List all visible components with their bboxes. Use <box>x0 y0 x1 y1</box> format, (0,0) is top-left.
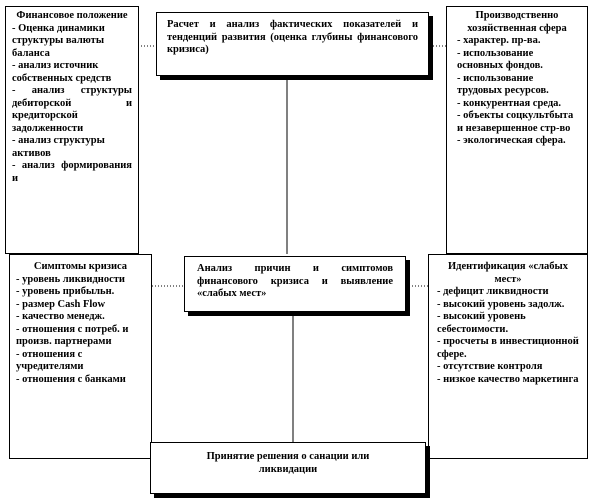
weak-points-title: Идентификация «слабых мест» <box>447 261 568 285</box>
financial-item: - Оценка динамики структуры валюты баланса <box>12 22 105 59</box>
symptom-item: - уровень прибыльн. <box>16 286 115 297</box>
crisis-analysis-box <box>184 256 406 312</box>
weak-point-item: - отсутствие контроля <box>437 361 543 372</box>
calculation-box <box>156 12 429 76</box>
weak-point-item: - просчеты в инвестиционной сфере. <box>437 336 579 360</box>
production-item: - конкурентная среда. <box>457 97 562 109</box>
production-sphere-box <box>446 6 588 254</box>
production-sphere-title: Производственно хозяйственная сфера <box>467 10 567 34</box>
financial-item: - анализ формирования и <box>12 160 132 184</box>
symptom-item: - уровень ликвидности <box>16 273 125 285</box>
crisis-symptoms-box <box>9 254 152 459</box>
production-item: - экологическая сфера. <box>457 135 566 146</box>
symptom-item: - отношения с учредителями <box>16 348 84 372</box>
crisis-symptoms-title: Симптомы кризиса <box>33 261 128 272</box>
decision-box <box>150 442 426 494</box>
crisis-analysis-text: Анализ причин и симптомов финансового кризиса и выявление «слабых мест» <box>197 263 393 299</box>
calculation-text: Расчет и анализ фактических показателей и тенденций развития (оценка глубины финансового кризиса) <box>167 19 418 55</box>
financial-item: - анализ структуры активов <box>12 135 105 159</box>
weak-point-item: - дефицит ликвидности <box>437 286 549 297</box>
production-item: - характер. пр-ва. <box>457 35 541 46</box>
production-item: - использование основных фондов. <box>457 47 543 71</box>
weak-point-item: - высокий уровень задолж. <box>437 298 565 310</box>
production-item: - объекты соцкультбыта и незавершенное стр-во <box>457 110 574 134</box>
financial-item: - анализ структуры дебиторской и кредиторской задолженности <box>12 85 132 134</box>
weak-point-item: - низкое качество маркетинга <box>437 373 579 385</box>
weak-points-box <box>428 254 588 459</box>
financial-item: - анализ источник собственных средств <box>12 60 112 84</box>
symptom-item: - отношения с банками <box>16 373 126 385</box>
symptom-item: - качество менедж. <box>16 311 105 322</box>
symptom-item: - размер Cash Flow <box>16 298 106 310</box>
symptom-item: - отношения с потреб. и произв. партнерами <box>16 323 129 347</box>
financial-position-title: Финансовое положение <box>16 10 128 21</box>
financial-position-box <box>5 6 139 254</box>
production-item: - использование трудовых ресурсов. <box>457 72 549 96</box>
weak-point-item: - высокий уровень себестоимости. <box>437 311 526 335</box>
decision-text: Принятие решения о санации или ликвидации <box>206 451 370 475</box>
